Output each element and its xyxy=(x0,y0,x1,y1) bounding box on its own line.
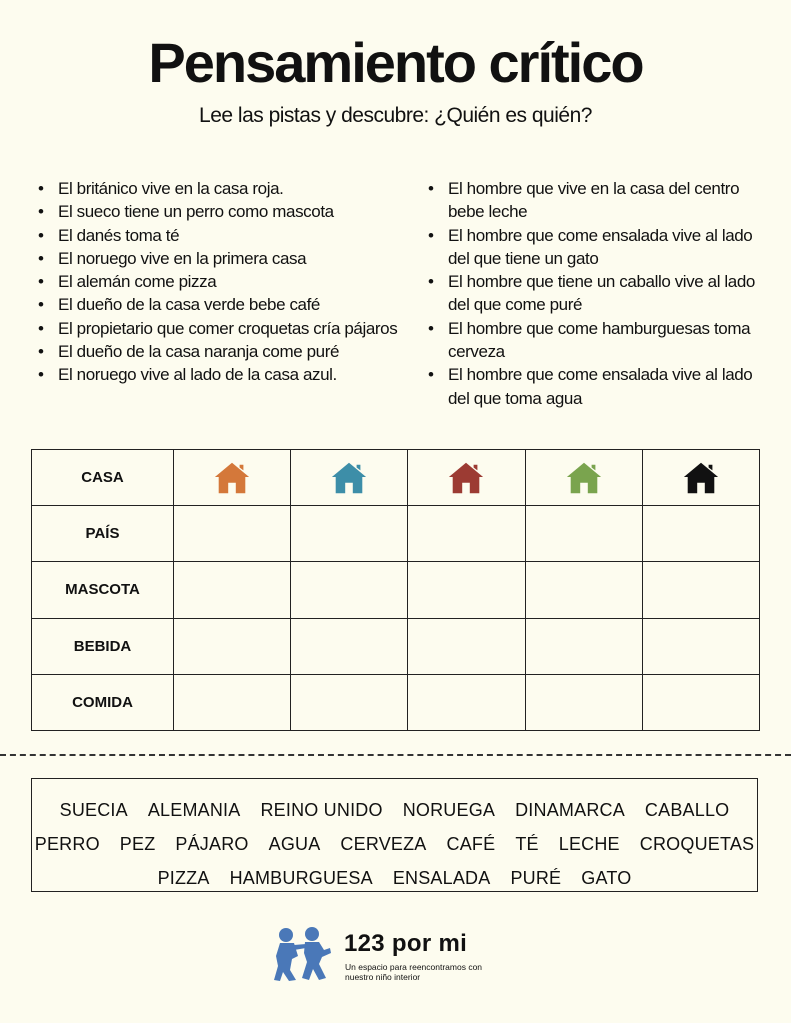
word-bank-word: TÉ xyxy=(515,833,539,854)
word-bank-row xyxy=(32,827,757,861)
word-bank-word: CAFÉ xyxy=(446,833,496,854)
house-header-cell xyxy=(408,450,525,506)
clue-item: • El propietario que comer croquetas cría pájaros xyxy=(34,317,404,340)
grid-answer-cell[interactable] xyxy=(174,562,291,618)
grid-answer-cell[interactable] xyxy=(174,674,291,730)
word-bank-word: PIZZA xyxy=(157,867,210,888)
word-bank-word: NORUEGA xyxy=(402,799,496,820)
word-bank-word: CERVEZA xyxy=(340,833,427,854)
clue-item: • El hombre que come ensalada vive al lado del que tiene un gato xyxy=(424,224,769,271)
word-bank-word: CABALLO xyxy=(644,799,730,820)
clue-item: • El noruego vive al lado de la casa azul. xyxy=(34,363,404,386)
house-header-cell xyxy=(291,450,408,506)
grid-answer-cell[interactable] xyxy=(408,562,525,618)
grid-answer-cell[interactable] xyxy=(642,562,759,618)
word-bank-word: PURÉ xyxy=(510,867,562,888)
word-bank-word: AGUA xyxy=(268,833,321,854)
word-bank-word: PÁJARO xyxy=(175,833,249,854)
grid-row-label: CASA xyxy=(32,450,174,506)
grid-row-label: COMIDA xyxy=(32,674,174,730)
page-title: Pensamiento crítico xyxy=(148,31,643,94)
brand-tagline: Un espacio para reencontramos con nuestro niño interior xyxy=(345,962,483,982)
grid-answer-cell[interactable] xyxy=(291,618,408,674)
grid-answer-cell[interactable] xyxy=(642,618,759,674)
clues-list-right xyxy=(424,177,769,410)
clues-left-column xyxy=(34,177,404,387)
clue-item: • El noruego vive en la primera casa xyxy=(34,247,404,270)
grid-answer-cell[interactable] xyxy=(291,562,408,618)
word-bank-word: GATO xyxy=(581,867,632,888)
word-bank-word: DINAMARCA xyxy=(515,799,625,820)
puzzle-grid xyxy=(31,449,760,731)
house-icon xyxy=(447,459,485,497)
word-bank-word: ENSALADA xyxy=(392,867,491,888)
clue-item: • El hombre que tiene un caballo vive al lado del que come puré xyxy=(424,270,769,317)
word-bank-word: REINO UNIDO xyxy=(260,799,383,820)
brand-name: 123 por mi xyxy=(344,930,468,957)
house-icon xyxy=(682,459,720,497)
grid-answer-cell[interactable] xyxy=(174,506,291,562)
word-bank-word: ALEMANIA xyxy=(147,799,241,820)
word-bank-word: CROQUETAS xyxy=(639,833,755,854)
grid-answer-cell[interactable] xyxy=(642,506,759,562)
cut-line-divider xyxy=(0,754,791,756)
clues-right-column xyxy=(424,177,769,410)
word-bank-word: SUECIA xyxy=(59,799,128,820)
grid-answer-cell[interactable] xyxy=(291,674,408,730)
clue-item: • El dueño de la casa verde bebe café xyxy=(34,293,404,316)
grid-row-label: PAÍS xyxy=(32,506,174,562)
word-bank xyxy=(31,778,758,892)
grid-answer-cell[interactable] xyxy=(408,674,525,730)
children-playing-icon xyxy=(272,926,334,982)
clue-item: • El dueño de la casa naranja come puré xyxy=(34,340,404,363)
house-icon xyxy=(213,459,251,497)
word-bank-word: LECHE xyxy=(558,833,620,854)
word-bank-word: PEZ xyxy=(119,833,156,854)
grid-row-label: BEBIDA xyxy=(32,618,174,674)
word-bank-row xyxy=(32,793,757,827)
house-header-cell xyxy=(174,450,291,506)
clues-list-left xyxy=(34,177,404,387)
grid-row-label: MASCOTA xyxy=(32,562,174,618)
grid-row xyxy=(32,674,760,730)
grid-row xyxy=(32,618,760,674)
clue-item: • El danés toma té xyxy=(34,224,404,247)
clue-item: • El hombre que come ensalada vive al lado del que toma agua xyxy=(424,363,769,410)
grid-row xyxy=(32,450,760,506)
brand-logo xyxy=(272,926,512,986)
grid-answer-cell[interactable] xyxy=(525,506,642,562)
grid-answer-cell[interactable] xyxy=(174,618,291,674)
word-bank-row xyxy=(32,861,757,895)
house-header-cell xyxy=(642,450,759,506)
grid-answer-cell[interactable] xyxy=(525,618,642,674)
clue-item: • El hombre que vive en la casa del centro bebe leche xyxy=(424,177,769,224)
clue-item: • El británico vive en la casa roja. xyxy=(34,177,404,200)
house-icon xyxy=(565,459,603,497)
house-icon xyxy=(330,459,368,497)
grid-answer-cell[interactable] xyxy=(291,506,408,562)
clue-item: • El alemán come pizza xyxy=(34,270,404,293)
word-bank-word: HAMBURGUESA xyxy=(229,867,373,888)
grid-answer-cell[interactable] xyxy=(525,674,642,730)
grid-row xyxy=(32,562,760,618)
word-bank-word: PERRO xyxy=(34,833,100,854)
grid-answer-cell[interactable] xyxy=(408,506,525,562)
grid-answer-cell[interactable] xyxy=(408,618,525,674)
house-header-cell xyxy=(525,450,642,506)
page-subtitle: Lee las pistas y descubre: ¿Quién es quién? xyxy=(199,104,592,127)
clue-item: • El hombre que come hamburguesas toma cerveza xyxy=(424,317,769,364)
grid-answer-cell[interactable] xyxy=(642,674,759,730)
clue-item: • El sueco tiene un perro como mascota xyxy=(34,200,404,223)
grid-answer-cell[interactable] xyxy=(525,562,642,618)
grid-row xyxy=(32,506,760,562)
